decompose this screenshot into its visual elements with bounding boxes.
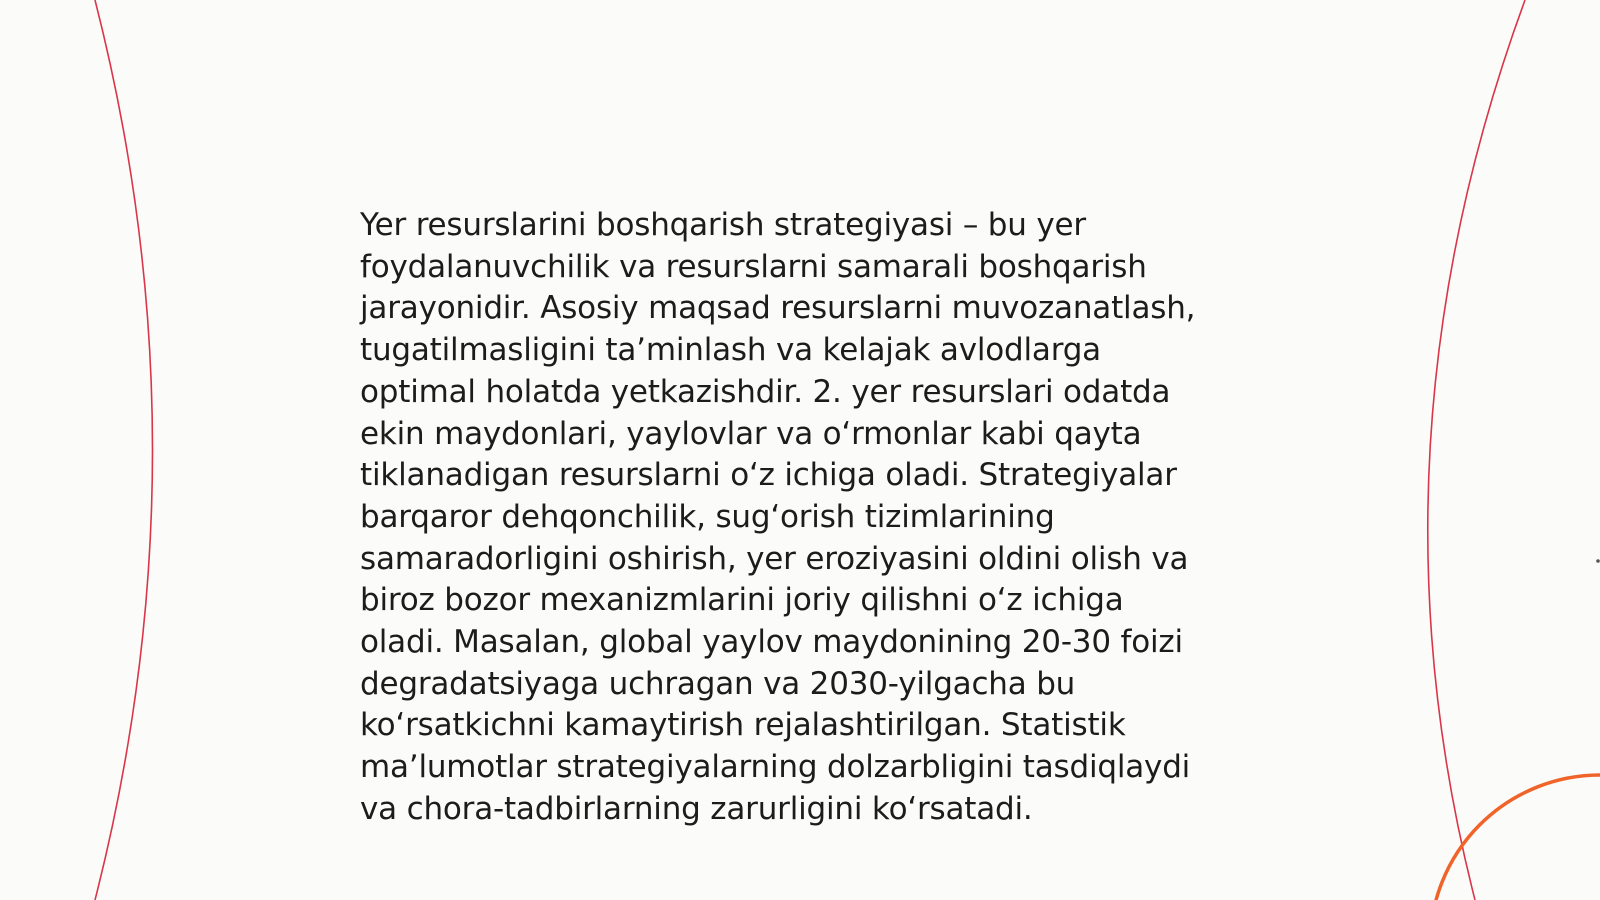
paragraph-line: ekin maydonlari, yaylovlar va o‘rmonlar kabi qayta: [360, 415, 1142, 452]
paragraph-line: tiklanadigan resurslarni o‘z ichiga oladi. Strategiyalar: [360, 457, 1177, 494]
paragraph-line: va chora-tadbirlarning zarurligini ko‘rsatadi.: [360, 790, 1033, 827]
paragraph-line: barqaror dehqonchilik, sug‘orish tizimlarining: [360, 498, 1055, 535]
paragraph-line: jarayonidir. Asosiy maqsad resurslarni muvozanatlash,: [360, 290, 1196, 327]
edge-dot-decoration: [1596, 559, 1600, 563]
paragraph-line: optimal holatda yetkazishdir. 2. yer resurslari odatda: [360, 373, 1171, 410]
paragraph-line: foydalanuvchilik va resurslarni samarali boshqarish: [360, 248, 1147, 285]
left-curve-line: [95, 0, 153, 900]
paragraph-line: ko‘rsatkichni kamaytirish rejalashtirilgan. Statistik: [360, 707, 1126, 744]
paragraph-line: oladi. Masalan, global yaylov maydonining 20-30 foizi: [360, 624, 1183, 661]
paragraph-line: samaradorligini oshirish, yer eroziyasini oldini olish va: [360, 540, 1189, 577]
paragraph-line: ma’lumotlar strategiyalarning dolzarbligini tasdiqlaydi: [360, 749, 1191, 786]
right-curve-line: [1428, 0, 1525, 900]
paragraph-line: degradatsiyaga uchragan va 2030-yilgacha bu: [360, 665, 1076, 702]
orange-arc-decoration: [1430, 775, 1600, 900]
slide-body-paragraph: [360, 205, 1260, 831]
paragraph-line: tugatilmasligini ta’minlash va kelajak avlodlarga: [360, 332, 1101, 369]
paragraph-line: Yer resurslarini boshqarish strategiyasi – bu yer: [360, 207, 1086, 243]
paragraph-line: biroz bozor mexanizmlarini joriy qilishni o‘z ichiga: [360, 582, 1124, 619]
